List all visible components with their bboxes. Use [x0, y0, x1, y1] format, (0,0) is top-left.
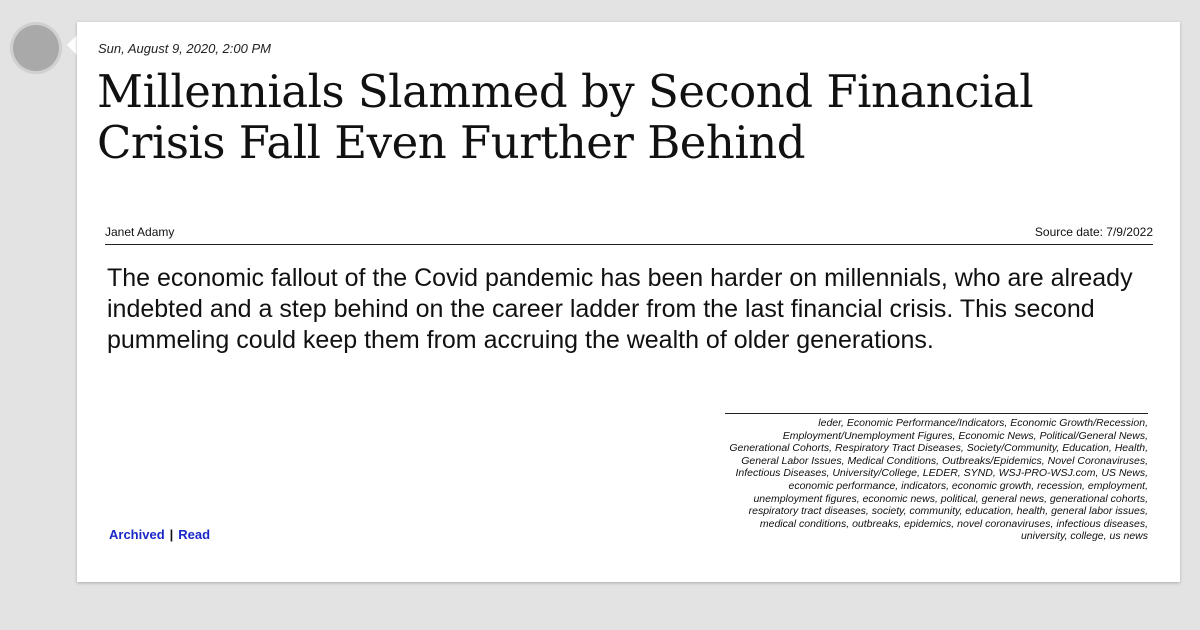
headline: Millennials Slammed by Second Financial Crisis Fall Even Further Behind: [97, 65, 1034, 169]
timeline-marker: [13, 25, 59, 71]
archived-link[interactable]: Archived: [109, 527, 165, 542]
link-separator: |: [169, 527, 174, 542]
action-links: [109, 527, 210, 542]
summary: The economic fallout of the Covid pandemic has been harder on millennials, who are already indebted and a step behind on the career ladder from the last financial crisis. This second pummeling could keep them from accruing the wealth of older generations.: [107, 264, 1133, 354]
author: Janet Adamy: [105, 225, 175, 239]
source-date: Source date: 7/9/2022: [1034, 225, 1153, 239]
post-date: Sun, August 9, 2020, 2:00 PM: [98, 41, 271, 56]
read-link[interactable]: Read: [178, 527, 211, 542]
byline-row: [105, 225, 1153, 245]
keywords: leder, Economic Performance/Indicators, Economic Growth/Recession, Employment/Unemployment Figures, Economic News, Political/General News, Generational Cohorts, Respiratory Tract Diseases, Society/Community, Education, Health, General Labor Issues, Medical Conditions, Outbreaks/Epidemics, Novel Coronaviruses, Infectious Diseases, University/College, LEDER, SYND, WSJ-PRO-WSJ.com, US News, economic performance, indicators, economic growth, recession, employment, unemployment figures, economic news, political, general news, generational cohorts, respiratory tract diseases, society, community, education, health, general labor issues, medical conditions, outbreaks, epidemics, novel coronaviruses, infectious diseases, university, college, us news: [725, 413, 1148, 543]
post-card: [77, 22, 1180, 582]
